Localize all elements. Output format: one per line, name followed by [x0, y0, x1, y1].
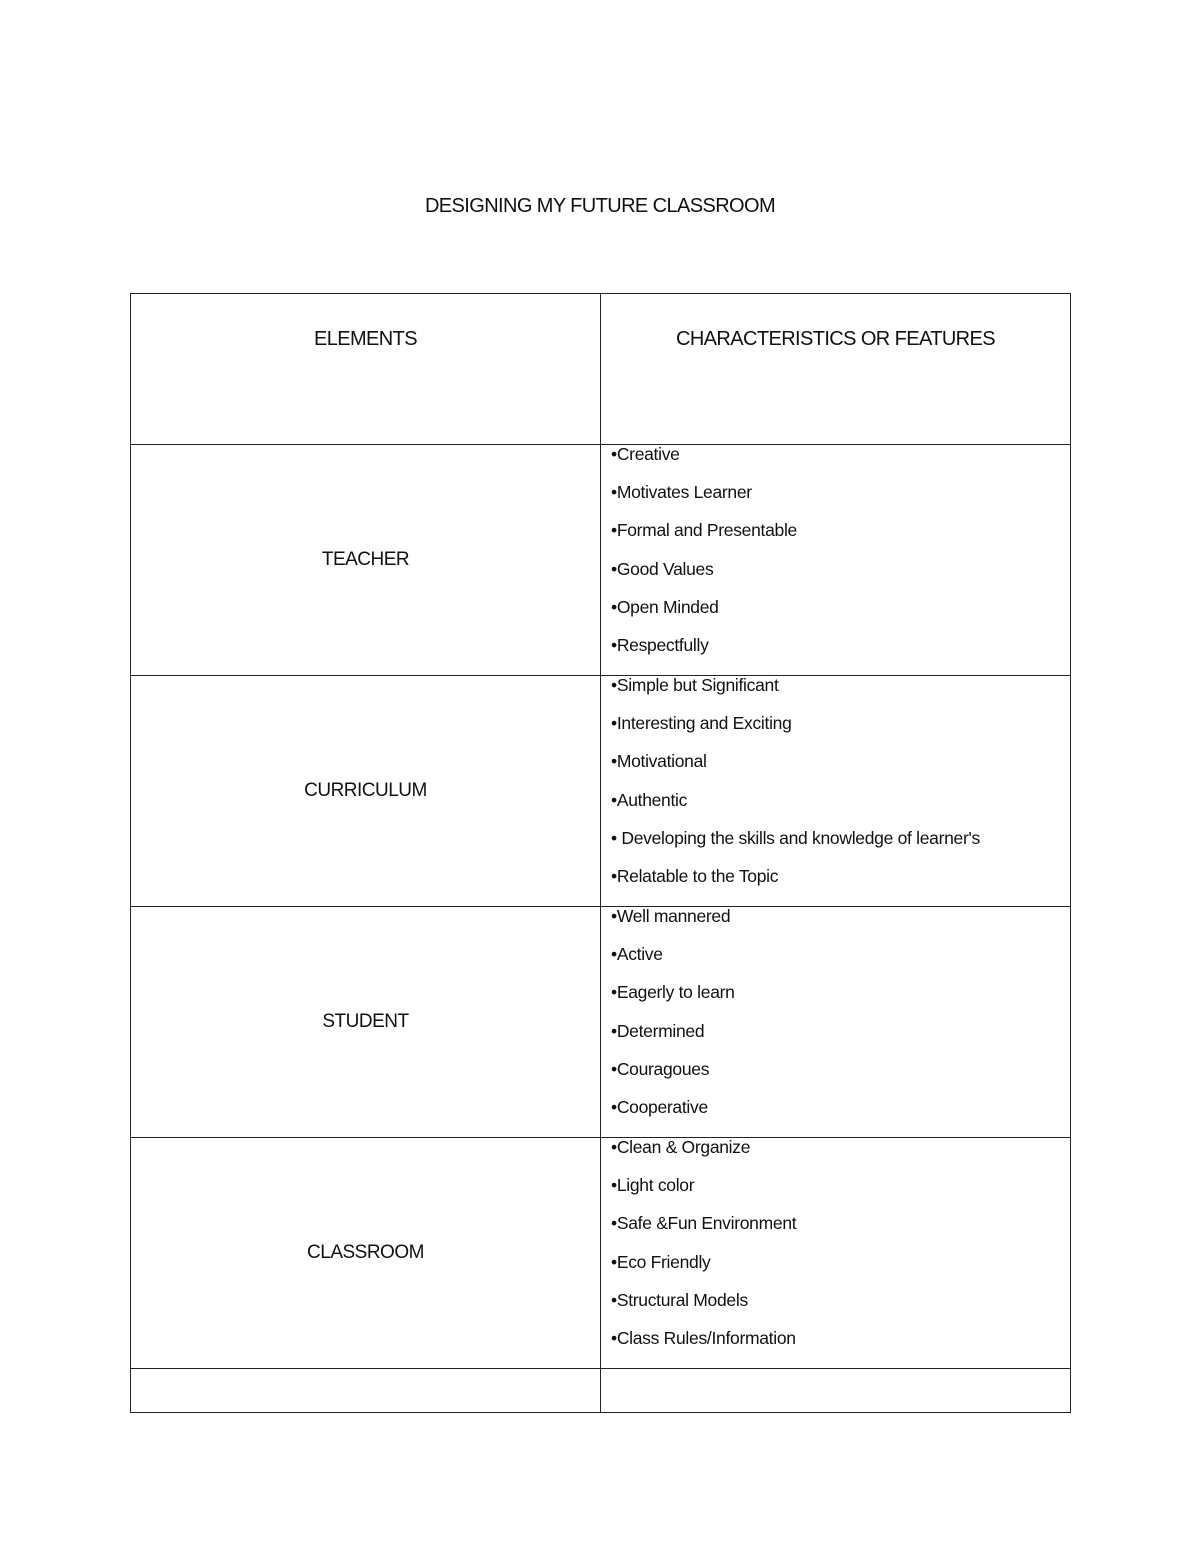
list-item: •Well mannered — [611, 906, 731, 926]
features-cell — [601, 1138, 1071, 1369]
list-item: •Good Values — [611, 558, 714, 579]
element-classroom: CLASSROOM — [131, 1138, 601, 1369]
feature-list — [601, 1128, 1070, 1357]
list-item: •Formal and Presentable — [611, 520, 797, 541]
list-item: •Eagerly to learn — [611, 982, 735, 1003]
features-cell — [601, 907, 1071, 1138]
list-item: •Motivational — [611, 751, 707, 772]
empty-table-row — [131, 1369, 1071, 1413]
empty-cell — [601, 1369, 1071, 1413]
element-curriculum: CURRICULUM — [131, 676, 601, 907]
list-item: •Class Rules/Information — [611, 1327, 796, 1348]
list-item: •Couragoues — [611, 1058, 710, 1079]
list-item: •Simple but Significant — [611, 675, 779, 695]
table-row — [131, 445, 1071, 676]
table-row — [131, 907, 1071, 1138]
list-item: •Safe &Fun Environment — [611, 1213, 797, 1234]
list-item: •Creative — [611, 444, 680, 464]
list-item: • Developing the skills and knowledge of learner's — [611, 827, 980, 848]
list-item: •Interesting and Exciting — [611, 713, 792, 734]
list-item: •Relatable to the Topic — [611, 865, 779, 886]
table-header-row — [131, 294, 1071, 445]
page-title: DESIGNING MY FUTURE CLASSROOM — [424, 195, 776, 217]
list-item: •Respectfully — [611, 634, 709, 655]
features-cell — [601, 445, 1071, 676]
list-item: •Motivates Learner — [611, 482, 752, 503]
list-item: •Light color — [611, 1175, 695, 1196]
table-row — [131, 676, 1071, 907]
list-item: •Structural Models — [611, 1289, 748, 1310]
header-characteristics: CHARACTERISTICS OR FEATURES — [601, 294, 1071, 445]
feature-list — [601, 666, 1070, 895]
feature-list — [601, 435, 1070, 664]
table-row — [131, 1138, 1071, 1369]
list-item: •Active — [611, 944, 663, 965]
features-cell — [601, 676, 1071, 907]
list-item: •Authentic — [611, 789, 688, 810]
element-student: STUDENT — [131, 907, 601, 1138]
list-item: •Cooperative — [611, 1096, 708, 1117]
list-item: •Clean & Organize — [611, 1137, 751, 1157]
list-item: •Eco Friendly — [611, 1251, 711, 1272]
empty-cell — [131, 1369, 601, 1413]
header-elements: ELEMENTS — [131, 294, 601, 445]
list-item: •Open Minded — [611, 596, 719, 617]
element-teacher: TEACHER — [131, 445, 601, 676]
feature-list — [601, 897, 1070, 1126]
list-item: •Determined — [611, 1020, 705, 1041]
classroom-design-table — [130, 293, 1071, 1413]
